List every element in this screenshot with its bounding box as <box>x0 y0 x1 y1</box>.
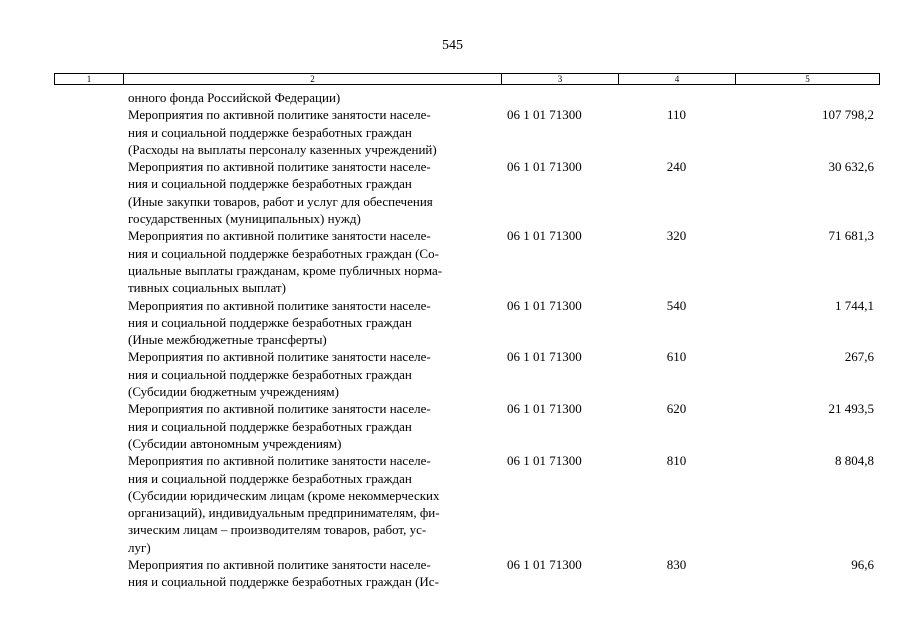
row-type: 810 <box>666 453 687 469</box>
description-line: ния и социальной поддержке безработных граждан <box>128 314 412 330</box>
row-code: 06 1 01 71300 <box>507 107 582 123</box>
description-line: ния и социальной поддержке безработных граждан <box>128 470 412 486</box>
row-type: 620 <box>666 401 687 417</box>
description-line: ния и социальной поддержке безработных граждан (Ис- <box>128 574 439 590</box>
row-code: 06 1 01 71300 <box>507 557 582 573</box>
description-line: тивных социальных выплат) <box>128 280 286 296</box>
table-row <box>54 556 880 591</box>
row-amount <box>735 89 878 106</box>
row-col-1 <box>54 297 123 349</box>
row-code: 06 1 01 71300 <box>507 401 582 417</box>
description-line: (Иные межбюджетные трансферты) <box>128 332 327 348</box>
row-col-1 <box>54 452 123 556</box>
description-line: зическим лицам – производителям товаров, работ, ус- <box>128 522 427 538</box>
description-line: Мероприятия по активной политике занятости населе- <box>128 453 431 469</box>
row-type: 540 <box>666 297 687 313</box>
header-col-1: 1 <box>55 74 124 84</box>
description-line: организаций), индивидуальным предпринимателям, фи- <box>128 505 440 521</box>
table-row <box>54 89 880 106</box>
description-line: ния и социальной поддержке безработных граждан <box>128 366 412 382</box>
row-code: 06 1 01 71300 <box>507 453 582 469</box>
row-type: 610 <box>666 349 687 365</box>
description-line: ния и социальной поддержке безработных граждан (Со- <box>128 245 439 261</box>
table-row <box>54 348 880 400</box>
row-amount: 8 804,8 <box>835 453 874 469</box>
row-type: 320 <box>666 228 687 244</box>
row-code <box>501 89 618 106</box>
row-description <box>123 297 501 349</box>
row-description <box>123 400 501 452</box>
description-line: Мероприятия по активной политике занятости населе- <box>128 159 431 175</box>
row-col-1 <box>54 348 123 400</box>
header-col-5: 5 <box>805 74 810 84</box>
row-description <box>123 89 501 106</box>
table-body <box>54 89 880 591</box>
description-line: (Расходы на выплаты персоналу казенных учреждений) <box>128 141 437 157</box>
description-line: государственных (муниципальных) нужд) <box>128 211 361 227</box>
table-row <box>54 297 880 349</box>
row-type: 110 <box>666 107 687 123</box>
row-code: 06 1 01 71300 <box>507 297 582 313</box>
table-row <box>54 227 880 296</box>
row-description <box>123 158 501 227</box>
description-line: Мероприятия по активной политике занятости населе- <box>128 107 431 123</box>
row-type <box>618 89 735 106</box>
row-amount: 107 798,2 <box>822 107 874 123</box>
table-row <box>54 106 880 158</box>
row-amount: 1 744,1 <box>835 297 874 313</box>
header-col-2: 2 <box>124 74 502 84</box>
row-amount: 71 681,3 <box>828 228 874 244</box>
description-line: (Субсидии бюджетным учреждениям) <box>128 384 339 400</box>
table-row <box>54 158 880 227</box>
table-row <box>54 452 880 556</box>
description-line: Мероприятия по активной политике занятости населе- <box>128 228 431 244</box>
header-col-4: 4 <box>619 74 736 84</box>
row-col-1 <box>54 227 123 296</box>
row-amount: 30 632,6 <box>828 159 874 175</box>
row-col-1 <box>54 158 123 227</box>
page-number: 545 <box>442 38 463 53</box>
table-header <box>54 73 880 85</box>
row-description <box>123 452 501 556</box>
description-line: луг) <box>128 539 151 555</box>
row-type: 830 <box>666 557 687 573</box>
description-line: циальные выплаты гражданам, кроме публичных норма- <box>128 262 443 278</box>
description-line: Мероприятия по активной политике занятости населе- <box>128 349 431 365</box>
description-line: ния и социальной поддержке безработных граждан <box>128 176 412 192</box>
row-col-1 <box>54 556 123 591</box>
row-description <box>123 348 501 400</box>
description-line: Мероприятия по активной политике занятости населе- <box>128 401 431 417</box>
row-col-1 <box>54 89 123 106</box>
row-col-1 <box>54 106 123 158</box>
row-description <box>123 556 501 591</box>
description-line: (Субсидии юридическим лицам (кроме некоммерческих <box>128 487 440 503</box>
row-code: 06 1 01 71300 <box>507 228 582 244</box>
row-col-1 <box>54 400 123 452</box>
row-amount: 267,6 <box>844 349 874 365</box>
row-amount: 21 493,5 <box>828 401 874 417</box>
row-code: 06 1 01 71300 <box>507 349 582 365</box>
description-line: (Субсидии автономным учреждениям) <box>128 435 342 451</box>
row-amount: 96,6 <box>851 557 874 573</box>
description-line: онного фонда Российской Федерации) <box>128 90 341 105</box>
description-line: ния и социальной поддержке безработных граждан <box>128 418 412 434</box>
header-col-3: 3 <box>502 74 619 84</box>
row-description <box>123 106 501 158</box>
row-type: 240 <box>666 159 687 175</box>
row-description <box>123 227 501 296</box>
description-line: ния и социальной поддержке безработных граждан <box>128 124 412 140</box>
description-line: Мероприятия по активной политике занятости населе- <box>128 557 431 573</box>
description-line: (Иные закупки товаров, работ и услуг для обеспечения <box>128 193 433 209</box>
row-code: 06 1 01 71300 <box>507 159 582 175</box>
table-row <box>54 400 880 452</box>
description-line: Мероприятия по активной политике занятости населе- <box>128 297 431 313</box>
